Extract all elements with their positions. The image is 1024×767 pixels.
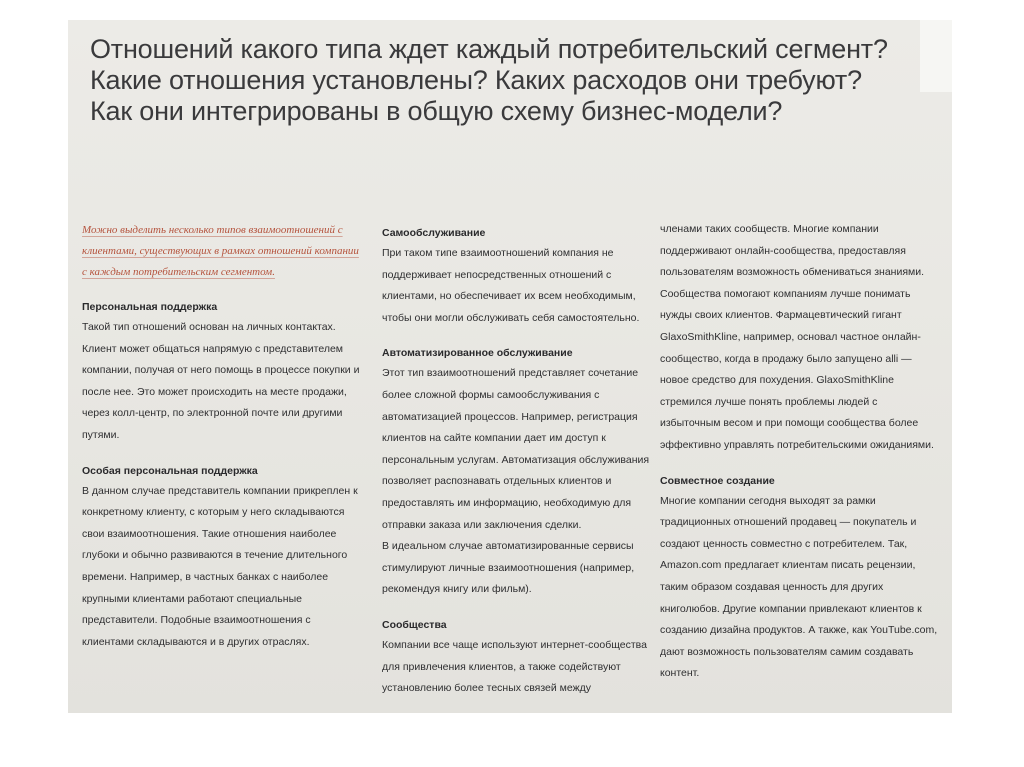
section-text-personal-support: Такой тип отношений основан на личных контактах. Клиент может общаться напрямую с представителем компании, получая от него помощь в процессе покупки и после нее. Это может происходить на месте продажи, через колл-центр, по электронной почте или другими путями. [82, 321, 360, 441]
text-column-1 [82, 220, 364, 653]
section-title-self-service: Самообслуживание [382, 227, 486, 239]
section-title-automated-service: Автоматизированное обслуживание [382, 347, 573, 360]
communities-continuation: членами таких сообществ. Многие компании поддерживают онлайн-сообщества, предоставляя пользователям возможность обмениваться знаниями. Сообщества помогают компаниям лучше понимать нужды своих клиентов. Фармацевтический гигант GlaxoSmithKline, например, основал частное онлайн-сообщество, когда в продажу было запущено alli — новое средство для похудения. GlaxoSmithKline стремился лучше понять проблемы людей с избыточным весом и при помощи сообщества более эффективно управлять потребительскими ожиданиями. [660, 223, 934, 451]
text-column-2 [382, 223, 654, 700]
section-text-automated-service-2: В идеальном случае автоматизированные сервисы стимулируют личные взаимоотношения (например, рекомендуя книгу или фильм). [382, 540, 635, 596]
section-text-automated-service: Этот тип взаимоотношений представляет сочетание более сложной формы самообслуживания с автоматизацией процессов. Например, регистрация клиентов на сайте компании дает им доступ к персональным услугам. Автоматизация обслуживания позволяет распознавать отдельных клиентов и предоставлять им информацию, необходимую для отправки заказа или заключения сделки. [382, 367, 650, 531]
section-title-dedicated-support: Особая персональная поддержка [82, 464, 258, 477]
page-headline [90, 34, 930, 127]
section-text-co-creation: Многие компании сегодня выходят за рамки традиционных отношений продавец — покупатель и создают ценность совместно с потребителем. Так, Amazon.com предлагает клиентам писать рецензии, таким образом создавая ценность для других книголюбов. Другие компании привлекают клиентов к созданию дизайна продуктов. А также, как YouTube.com, дают возможность пользователям самим создавать контент. [660, 494, 938, 680]
section-text-self-service: При таком типе взаимоотношений компания не поддерживает непосредственных отношений с клиентами, но обеспечивает их всем необходимым, чтобы они могли обслуживать себя самостоятельно. [382, 247, 640, 324]
section-title-personal-support: Персональная поддержка [82, 301, 218, 313]
text-column-3 [660, 219, 940, 685]
section-title-communities: Сообщества [382, 618, 447, 631]
headline-line-3: Как они интегрированы в общую схему бизнес-модели? [90, 96, 783, 126]
section-title-co-creation: Совместное создание [660, 474, 775, 487]
section-text-dedicated-support: В данном случае представитель компании прикреплен к конкретному клиенту, с которым у него складываются свои взаимоотношения. Такие отношения наиболее глубоки и обычно развиваются в течение длительного времени. Например, в частных банках с наиболее крупными клиентами работают специальные представители. Подобные взаимоотношения с клиентами складываются и в других отраслях. [82, 484, 358, 648]
scanned-page [68, 20, 952, 713]
section-text-communities: Компании все чаще используют интернет-сообщества для привлечения клиентов, а также содействуют установлению более тесных связей между [382, 638, 647, 695]
intro-paragraph: Можно выделить несколько типов взаимоотношений с клиентами, существующих в рамках отношений компании с каждым потребительским сегментом. [82, 224, 359, 278]
headline-line-2: Какие отношения установлены? Каких расходов они требуют? [90, 65, 862, 95]
headline-line-1: Отношений какого типа ждет каждый потребительский сегмент? [90, 34, 888, 64]
